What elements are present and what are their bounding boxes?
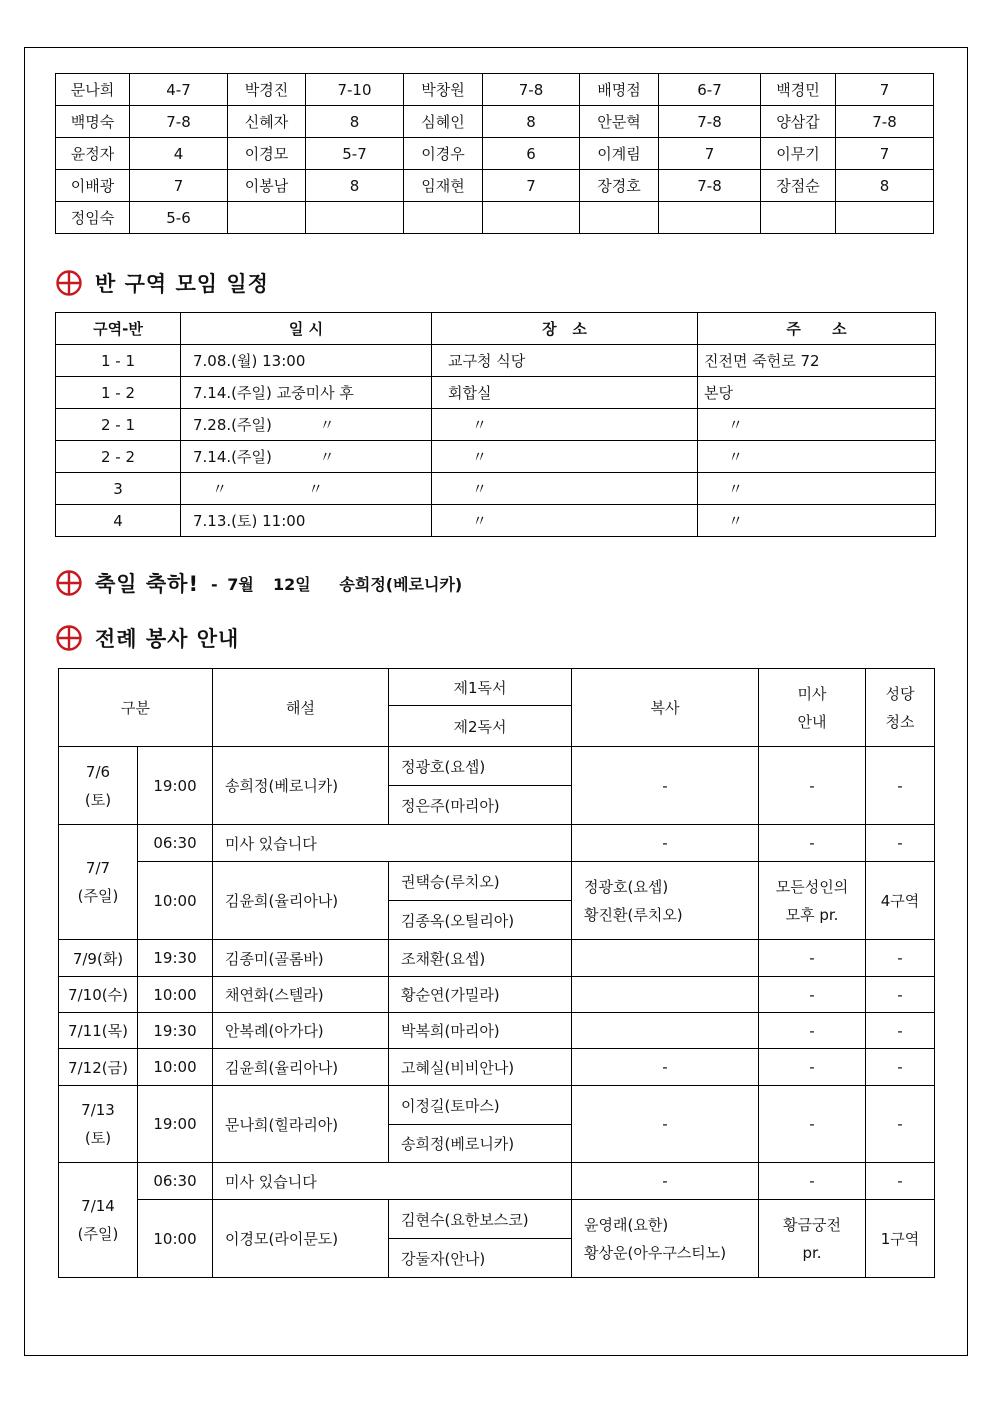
time-cell: 06:30 (138, 1163, 213, 1200)
cleaning-cell: - (866, 825, 935, 862)
time-cell: 19:30 (138, 940, 213, 977)
person-name: 이무기 (761, 138, 836, 170)
server-name: 정광호(요셉) (584, 877, 669, 896)
address-cell: 본당 (698, 377, 936, 409)
address-cell: 〃 (698, 505, 936, 537)
place-cell: 회합실 (432, 377, 698, 409)
commentary-cell: 채연화(스텔라) (213, 977, 389, 1013)
server-cell (572, 977, 759, 1013)
header-church-cleaning (866, 669, 935, 747)
date-cell: 7/9(화) (59, 940, 138, 977)
server-cell: - (572, 825, 759, 862)
reader1-cell: 김현수(요한보스코) (389, 1200, 572, 1239)
meeting-row (56, 505, 936, 537)
meeting-row (56, 441, 936, 473)
guide-line: 모든성인의 (775, 877, 849, 896)
person-name (761, 202, 836, 234)
group-cell: 2 - 1 (56, 409, 181, 441)
header-mass-guide-line2: 안내 (797, 712, 827, 731)
header-group: 구역-반 (56, 313, 181, 345)
section-feast-header (55, 568, 462, 598)
server-cell (572, 1200, 759, 1278)
cross-circle-icon (55, 269, 83, 297)
reader1-cell: 권택승(루치오) (389, 862, 572, 901)
cleaning-cell: - (866, 747, 935, 825)
person-name (228, 202, 306, 234)
reader1-cell: 이정길(토마스) (389, 1086, 572, 1125)
commentary-cell: 송희정(베로니카) (213, 747, 389, 825)
liturgy-service-table (58, 668, 935, 1278)
header-place: 장 소 (432, 313, 698, 345)
mass-note-cell: 미사 있습니다 (213, 825, 572, 862)
guide-cell: - (759, 1049, 866, 1086)
meeting-row (56, 409, 936, 441)
guide-cell: - (759, 825, 866, 862)
guide-line: 황금궁전 (783, 1215, 841, 1234)
header-first-reading: 제1독서 (389, 669, 572, 706)
age-row (56, 202, 934, 234)
place-cell: 교구청 식당 (432, 345, 698, 377)
age-range: 7-8 (483, 74, 580, 106)
address-cell: 〃 (698, 441, 936, 473)
header-cleaning-line1: 성당 (885, 684, 915, 703)
person-name: 윤정자 (56, 138, 130, 170)
commentary-cell: 이경모(라이문도) (213, 1200, 389, 1278)
guide-cell: - (759, 940, 866, 977)
commentary-cell: 김윤희(율리아나) (213, 1049, 389, 1086)
datetime-cell: 7.08.(월) 13:00 (181, 345, 432, 377)
age-range: 7 (836, 74, 934, 106)
time-cell: 19:00 (138, 1086, 213, 1163)
date-cell: 7/12(금) (59, 1049, 138, 1086)
age-table (55, 73, 934, 234)
cross-circle-icon (55, 569, 83, 597)
reader2-cell: 강둘자(안나) (389, 1239, 572, 1278)
date-cell (59, 825, 138, 940)
person-name: 박경진 (228, 74, 306, 106)
datetime-cell: 7.14.(주일) 〃 (181, 441, 432, 473)
meeting-row (56, 377, 936, 409)
header-commentary: 해설 (213, 669, 389, 747)
guide-line: pr. (802, 1243, 822, 1262)
reader1-cell: 박복희(마리아) (389, 1013, 572, 1049)
age-range: 7 (130, 170, 228, 202)
person-name: 백명숙 (56, 106, 130, 138)
reader1-cell: 고혜실(비비안나) (389, 1049, 572, 1086)
address-cell: 〃 (698, 473, 936, 505)
reader1-cell: 정광호(요셉) (389, 747, 572, 786)
datetime-cell: 7.28.(주일) 〃 (181, 409, 432, 441)
person-name: 백경민 (761, 74, 836, 106)
cleaning-cell: - (866, 1049, 935, 1086)
reader1-cell: 조채환(요셉) (389, 940, 572, 977)
age-row (56, 106, 934, 138)
guide-line: 모후 pr. (785, 905, 839, 924)
group-cell: 1 - 2 (56, 377, 181, 409)
feast-detail: - 7월 12일 송희정(베로니카) (211, 574, 463, 594)
person-name (404, 202, 483, 234)
age-range: 4-7 (130, 74, 228, 106)
guide-cell: - (759, 1163, 866, 1200)
server-cell: - (572, 1049, 759, 1086)
age-range: 7 (836, 138, 934, 170)
server-cell (572, 940, 759, 977)
commentary-cell: 안복례(아가다) (213, 1013, 389, 1049)
age-range: 8 (483, 106, 580, 138)
server-name: 윤영래(요한) (584, 1215, 669, 1234)
server-name: 황상운(아우구스티노) (584, 1243, 727, 1262)
server-name: 황진환(루치오) (584, 905, 683, 924)
server-cell: - (572, 1163, 759, 1200)
age-range: 7-8 (130, 106, 228, 138)
age-range: 8 (306, 106, 404, 138)
cleaning-cell: 4구역 (866, 862, 935, 940)
header-mass-guide (759, 669, 866, 747)
reader2-cell: 정은주(마리아) (389, 786, 572, 825)
age-range (483, 202, 580, 234)
person-name: 심혜인 (404, 106, 483, 138)
server-cell (572, 862, 759, 940)
date-line: 7/13 (81, 1101, 115, 1119)
address-cell: 진전면 죽헌로 72 (698, 345, 936, 377)
place-cell: 〃 (432, 441, 698, 473)
person-name: 정임숙 (56, 202, 130, 234)
person-name (580, 202, 659, 234)
person-name: 이계림 (580, 138, 659, 170)
age-range: 7 (659, 138, 761, 170)
time-cell: 10:00 (138, 1200, 213, 1278)
time-cell: 19:30 (138, 1013, 213, 1049)
guide-cell: - (759, 977, 866, 1013)
datetime-cell: 7.13.(토) 11:00 (181, 505, 432, 537)
age-row (56, 170, 934, 202)
person-name: 이경우 (404, 138, 483, 170)
age-range: 8 (306, 170, 404, 202)
date-cell: 7/11(목) (59, 1013, 138, 1049)
cleaning-cell: 1구역 (866, 1200, 935, 1278)
age-row (56, 138, 934, 170)
cleaning-cell: - (866, 977, 935, 1013)
time-cell: 10:00 (138, 1049, 213, 1086)
date-day: (주일) (77, 887, 119, 905)
age-range (659, 202, 761, 234)
meeting-row (56, 345, 936, 377)
age-range: 7-8 (659, 106, 761, 138)
cross-circle-icon (55, 624, 83, 652)
date-cell (59, 747, 138, 825)
date-cell (59, 1163, 138, 1278)
guide-cell (759, 1200, 866, 1278)
person-name: 문나희 (56, 74, 130, 106)
datetime-cell: 〃 〃 (181, 473, 432, 505)
age-range: 5-6 (130, 202, 228, 234)
header-server: 복사 (572, 669, 759, 747)
address-cell: 〃 (698, 409, 936, 441)
time-cell: 10:00 (138, 862, 213, 940)
date-line: 7/14 (81, 1197, 115, 1215)
guide-cell: - (759, 1086, 866, 1163)
place-cell: 〃 (432, 409, 698, 441)
section-title: 축일 축하! (95, 572, 200, 596)
header-address: 주 소 (698, 313, 936, 345)
time-cell: 19:00 (138, 747, 213, 825)
age-range: 7 (483, 170, 580, 202)
time-cell: 10:00 (138, 977, 213, 1013)
cleaning-cell: - (866, 1086, 935, 1163)
header-datetime: 일 시 (181, 313, 432, 345)
date-cell (59, 1086, 138, 1163)
section-title: 전례 봉사 안내 (95, 627, 240, 651)
age-range: 7-8 (659, 170, 761, 202)
commentary-cell: 김종미(골롬바) (213, 940, 389, 977)
age-range: 5-7 (306, 138, 404, 170)
cleaning-cell: - (866, 1013, 935, 1049)
person-name: 안문혁 (580, 106, 659, 138)
date-line: 7/7 (85, 859, 111, 877)
date-day: (토) (84, 790, 112, 809)
person-name: 장경호 (580, 170, 659, 202)
datetime-cell: 7.14.(주일) 교중미사 후 (181, 377, 432, 409)
age-range: 7-10 (306, 74, 404, 106)
reader1-cell: 황순연(가밀라) (389, 977, 572, 1013)
meeting-schedule-table (55, 312, 936, 537)
cleaning-cell: - (866, 1163, 935, 1200)
age-range: 7-8 (836, 106, 934, 138)
commentary-cell: 김윤희(율리아나) (213, 862, 389, 940)
server-cell (572, 1013, 759, 1049)
reader2-cell: 송희정(베로니카) (389, 1125, 572, 1163)
server-cell: - (572, 1086, 759, 1163)
person-name: 이배광 (56, 170, 130, 202)
header-mass-guide-line1: 미사 (797, 684, 827, 703)
cleaning-cell: - (866, 940, 935, 977)
group-cell: 4 (56, 505, 181, 537)
section-title: 반 구역 모임 일정 (95, 272, 269, 296)
meeting-row (56, 473, 936, 505)
time-cell: 06:30 (138, 825, 213, 862)
age-range: 4 (130, 138, 228, 170)
header-cleaning-line2: 청소 (885, 712, 915, 731)
date-day: (주일) (77, 1225, 119, 1243)
section-meetings-header (55, 268, 269, 298)
age-range: 6-7 (659, 74, 761, 106)
age-range: 8 (836, 170, 934, 202)
header-second-reading: 제2독서 (389, 706, 572, 747)
person-name: 장점순 (761, 170, 836, 202)
date-day: (토) (84, 1129, 112, 1147)
age-range: 6 (483, 138, 580, 170)
place-cell: 〃 (432, 505, 698, 537)
person-name: 이봉남 (228, 170, 306, 202)
date-cell: 7/10(수) (59, 977, 138, 1013)
guide-cell: - (759, 747, 866, 825)
age-range (306, 202, 404, 234)
person-name: 이경모 (228, 138, 306, 170)
header-category: 구분 (59, 669, 213, 747)
guide-cell (759, 862, 866, 940)
group-cell: 2 - 2 (56, 441, 181, 473)
age-row (56, 74, 934, 106)
group-cell: 3 (56, 473, 181, 505)
person-name: 양삼갑 (761, 106, 836, 138)
section-liturgy-header (55, 623, 239, 653)
person-name: 박창원 (404, 74, 483, 106)
group-cell: 1 - 1 (56, 345, 181, 377)
date-line: 7/6 (85, 762, 111, 781)
age-range (836, 202, 934, 234)
commentary-cell: 문나희(힐라리아) (213, 1086, 389, 1163)
mass-note-cell: 미사 있습니다 (213, 1163, 572, 1200)
person-name: 임재현 (404, 170, 483, 202)
reader2-cell: 김종옥(오틸리아) (389, 901, 572, 940)
place-cell: 〃 (432, 473, 698, 505)
person-name: 배명점 (580, 74, 659, 106)
person-name: 신혜자 (228, 106, 306, 138)
server-cell: - (572, 747, 759, 825)
guide-cell: - (759, 1013, 866, 1049)
